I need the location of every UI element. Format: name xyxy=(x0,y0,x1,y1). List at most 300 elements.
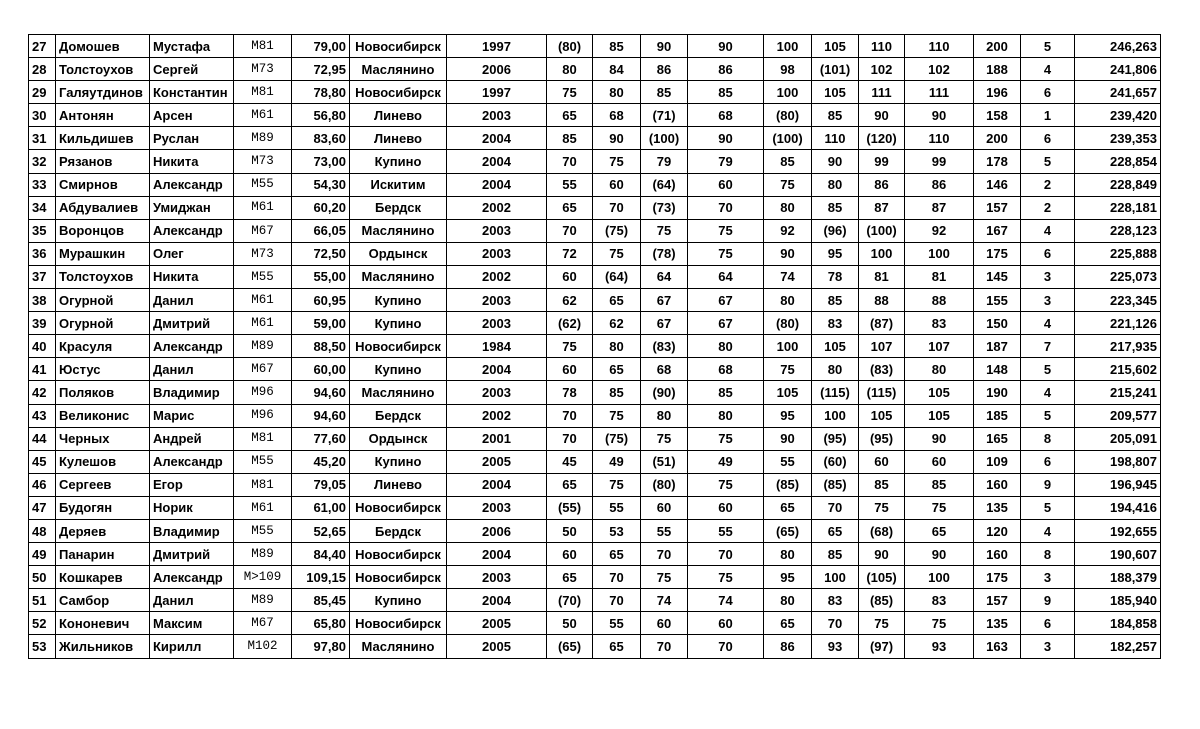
points-cell: 196,945 xyxy=(1075,473,1161,496)
clean-jerk-attempt-3-cell: 100 xyxy=(859,242,905,265)
birth-year-cell: 2003 xyxy=(447,312,547,335)
total-cell: 148 xyxy=(974,358,1021,381)
place-cell: 35 xyxy=(29,219,56,242)
birth-year-cell: 2003 xyxy=(447,289,547,312)
weight-category-cell: М73 xyxy=(234,150,292,173)
last-name-cell: Галяутдинов xyxy=(56,81,150,104)
snatch-best-cell: 60 xyxy=(688,612,764,635)
table-row xyxy=(29,589,1161,612)
clean-jerk-attempt-1-cell: 55 xyxy=(764,450,812,473)
snatch-attempt-3-cell: 74 xyxy=(641,589,688,612)
table-row xyxy=(29,450,1161,473)
birth-year-cell: 2004 xyxy=(447,127,547,150)
clean-jerk-best-cell: 100 xyxy=(905,242,974,265)
clean-jerk-attempt-1-cell: 105 xyxy=(764,381,812,404)
category-place-cell: 4 xyxy=(1021,58,1075,81)
clean-jerk-attempt-2-cell: 80 xyxy=(812,173,859,196)
clean-jerk-attempt-3-cell: 60 xyxy=(859,450,905,473)
place-cell: 38 xyxy=(29,289,56,312)
table-row xyxy=(29,519,1161,542)
snatch-best-cell: 60 xyxy=(688,496,764,519)
body-weight-cell: 60,95 xyxy=(292,289,350,312)
body-weight-cell: 83,60 xyxy=(292,127,350,150)
birth-year-cell: 2002 xyxy=(447,404,547,427)
snatch-best-cell: 67 xyxy=(688,289,764,312)
last-name-cell: Юстус xyxy=(56,358,150,381)
clean-jerk-attempt-1-cell: 85 xyxy=(764,150,812,173)
last-name-cell: Толстоухов xyxy=(56,58,150,81)
clean-jerk-attempt-3-cell: 105 xyxy=(859,404,905,427)
weight-category-cell: М73 xyxy=(234,58,292,81)
snatch-best-cell: 80 xyxy=(688,335,764,358)
weight-category-cell: М61 xyxy=(234,104,292,127)
place-cell: 27 xyxy=(29,35,56,58)
category-place-cell: 9 xyxy=(1021,589,1075,612)
snatch-attempt-2-cell: 65 xyxy=(593,289,641,312)
snatch-attempt-1-cell: 78 xyxy=(547,381,593,404)
body-weight-cell: 61,00 xyxy=(292,496,350,519)
place-cell: 31 xyxy=(29,127,56,150)
category-place-cell: 3 xyxy=(1021,289,1075,312)
city-cell: Новосибирск xyxy=(350,335,447,358)
first-name-cell: Олег xyxy=(150,242,234,265)
points-cell: 221,126 xyxy=(1075,312,1161,335)
clean-jerk-best-cell: 90 xyxy=(905,543,974,566)
snatch-attempt-1-cell: 55 xyxy=(547,173,593,196)
city-cell: Ордынск xyxy=(350,427,447,450)
total-cell: 178 xyxy=(974,150,1021,173)
clean-jerk-attempt-2-cell: 105 xyxy=(812,35,859,58)
body-weight-cell: 78,80 xyxy=(292,81,350,104)
snatch-attempt-1-cell: 65 xyxy=(547,104,593,127)
total-cell: 190 xyxy=(974,381,1021,404)
points-cell: 239,353 xyxy=(1075,127,1161,150)
snatch-attempt-1-cell: 70 xyxy=(547,404,593,427)
points-cell: 215,241 xyxy=(1075,381,1161,404)
total-cell: 145 xyxy=(974,265,1021,288)
place-cell: 32 xyxy=(29,150,56,173)
table-row xyxy=(29,635,1161,658)
total-cell: 175 xyxy=(974,242,1021,265)
total-cell: 160 xyxy=(974,543,1021,566)
city-cell: Купино xyxy=(350,312,447,335)
points-cell: 225,888 xyxy=(1075,242,1161,265)
clean-jerk-attempt-3-cell: (115) xyxy=(859,381,905,404)
first-name-cell: Норик xyxy=(150,496,234,519)
category-place-cell: 5 xyxy=(1021,358,1075,381)
birth-year-cell: 2006 xyxy=(447,58,547,81)
snatch-attempt-2-cell: 53 xyxy=(593,519,641,542)
snatch-attempt-2-cell: 68 xyxy=(593,104,641,127)
clean-jerk-attempt-1-cell: 80 xyxy=(764,196,812,219)
birth-year-cell: 2004 xyxy=(447,473,547,496)
clean-jerk-attempt-3-cell: (83) xyxy=(859,358,905,381)
first-name-cell: Владимир xyxy=(150,381,234,404)
category-place-cell: 8 xyxy=(1021,543,1075,566)
total-cell: 187 xyxy=(974,335,1021,358)
snatch-attempt-3-cell: 67 xyxy=(641,289,688,312)
points-cell: 228,849 xyxy=(1075,173,1161,196)
points-cell: 209,577 xyxy=(1075,404,1161,427)
snatch-attempt-2-cell: 70 xyxy=(593,566,641,589)
body-weight-cell: 79,00 xyxy=(292,35,350,58)
snatch-attempt-2-cell: 90 xyxy=(593,127,641,150)
weight-category-cell: М89 xyxy=(234,127,292,150)
clean-jerk-attempt-3-cell: 86 xyxy=(859,173,905,196)
place-cell: 33 xyxy=(29,173,56,196)
clean-jerk-best-cell: 80 xyxy=(905,358,974,381)
snatch-attempt-2-cell: 49 xyxy=(593,450,641,473)
body-weight-cell: 109,15 xyxy=(292,566,350,589)
points-cell: 198,807 xyxy=(1075,450,1161,473)
snatch-best-cell: 68 xyxy=(688,358,764,381)
results-table-body xyxy=(29,35,1161,659)
city-cell: Линево xyxy=(350,104,447,127)
clean-jerk-best-cell: 83 xyxy=(905,589,974,612)
clean-jerk-attempt-2-cell: 95 xyxy=(812,242,859,265)
snatch-attempt-1-cell: 60 xyxy=(547,358,593,381)
last-name-cell: Антонян xyxy=(56,104,150,127)
clean-jerk-attempt-3-cell: 75 xyxy=(859,496,905,519)
city-cell: Новосибирск xyxy=(350,612,447,635)
clean-jerk-attempt-3-cell: 90 xyxy=(859,104,905,127)
weight-category-cell: М>109 xyxy=(234,566,292,589)
clean-jerk-best-cell: 60 xyxy=(905,450,974,473)
total-cell: 175 xyxy=(974,566,1021,589)
city-cell: Маслянино xyxy=(350,381,447,404)
points-cell: 246,263 xyxy=(1075,35,1161,58)
clean-jerk-attempt-2-cell: 90 xyxy=(812,150,859,173)
points-cell: 192,655 xyxy=(1075,519,1161,542)
snatch-attempt-1-cell: 75 xyxy=(547,81,593,104)
body-weight-cell: 56,80 xyxy=(292,104,350,127)
clean-jerk-attempt-1-cell: (100) xyxy=(764,127,812,150)
table-row xyxy=(29,150,1161,173)
clean-jerk-best-cell: 110 xyxy=(905,127,974,150)
first-name-cell: Данил xyxy=(150,589,234,612)
body-weight-cell: 59,00 xyxy=(292,312,350,335)
points-cell: 182,257 xyxy=(1075,635,1161,658)
clean-jerk-attempt-1-cell: 65 xyxy=(764,612,812,635)
snatch-best-cell: 90 xyxy=(688,127,764,150)
category-place-cell: 6 xyxy=(1021,612,1075,635)
clean-jerk-attempt-2-cell: 105 xyxy=(812,81,859,104)
body-weight-cell: 77,60 xyxy=(292,427,350,450)
category-place-cell: 7 xyxy=(1021,335,1075,358)
category-place-cell: 4 xyxy=(1021,312,1075,335)
clean-jerk-attempt-2-cell: 85 xyxy=(812,104,859,127)
snatch-attempt-2-cell: 65 xyxy=(593,358,641,381)
table-row xyxy=(29,104,1161,127)
snatch-attempt-3-cell: (90) xyxy=(641,381,688,404)
snatch-attempt-3-cell: 67 xyxy=(641,312,688,335)
clean-jerk-best-cell: 75 xyxy=(905,496,974,519)
clean-jerk-best-cell: 92 xyxy=(905,219,974,242)
last-name-cell: Воронцов xyxy=(56,219,150,242)
city-cell: Купино xyxy=(350,150,447,173)
weight-category-cell: М81 xyxy=(234,81,292,104)
last-name-cell: Великонис xyxy=(56,404,150,427)
clean-jerk-attempt-1-cell: 100 xyxy=(764,81,812,104)
first-name-cell: Данил xyxy=(150,358,234,381)
clean-jerk-attempt-3-cell: 111 xyxy=(859,81,905,104)
first-name-cell: Максим xyxy=(150,612,234,635)
clean-jerk-attempt-3-cell: 87 xyxy=(859,196,905,219)
body-weight-cell: 65,80 xyxy=(292,612,350,635)
birth-year-cell: 2004 xyxy=(447,150,547,173)
city-cell: Бердск xyxy=(350,196,447,219)
table-row xyxy=(29,335,1161,358)
snatch-best-cell: 55 xyxy=(688,519,764,542)
total-cell: 160 xyxy=(974,473,1021,496)
clean-jerk-attempt-3-cell: (85) xyxy=(859,589,905,612)
last-name-cell: Кошкарев xyxy=(56,566,150,589)
clean-jerk-best-cell: 102 xyxy=(905,58,974,81)
first-name-cell: Андрей xyxy=(150,427,234,450)
birth-year-cell: 1997 xyxy=(447,35,547,58)
clean-jerk-attempt-2-cell: 83 xyxy=(812,312,859,335)
body-weight-cell: 72,50 xyxy=(292,242,350,265)
birth-year-cell: 2003 xyxy=(447,496,547,519)
body-weight-cell: 55,00 xyxy=(292,265,350,288)
snatch-best-cell: 70 xyxy=(688,543,764,566)
clean-jerk-attempt-3-cell: (68) xyxy=(859,519,905,542)
place-cell: 37 xyxy=(29,265,56,288)
snatch-attempt-1-cell: (80) xyxy=(547,35,593,58)
last-name-cell: Поляков xyxy=(56,381,150,404)
city-cell: Маслянино xyxy=(350,265,447,288)
snatch-best-cell: 75 xyxy=(688,473,764,496)
first-name-cell: Никита xyxy=(150,150,234,173)
snatch-attempt-2-cell: 75 xyxy=(593,404,641,427)
snatch-attempt-1-cell: 70 xyxy=(547,150,593,173)
clean-jerk-attempt-1-cell: (80) xyxy=(764,104,812,127)
clean-jerk-best-cell: 90 xyxy=(905,104,974,127)
category-place-cell: 5 xyxy=(1021,496,1075,519)
table-row xyxy=(29,58,1161,81)
points-cell: 228,854 xyxy=(1075,150,1161,173)
snatch-attempt-1-cell: 70 xyxy=(547,427,593,450)
snatch-best-cell: 60 xyxy=(688,173,764,196)
body-weight-cell: 72,95 xyxy=(292,58,350,81)
last-name-cell: Панарин xyxy=(56,543,150,566)
body-weight-cell: 88,50 xyxy=(292,335,350,358)
snatch-best-cell: 85 xyxy=(688,81,764,104)
snatch-best-cell: 75 xyxy=(688,427,764,450)
snatch-attempt-1-cell: 85 xyxy=(547,127,593,150)
body-weight-cell: 60,00 xyxy=(292,358,350,381)
body-weight-cell: 45,20 xyxy=(292,450,350,473)
place-cell: 28 xyxy=(29,58,56,81)
place-cell: 40 xyxy=(29,335,56,358)
snatch-attempt-1-cell: (55) xyxy=(547,496,593,519)
clean-jerk-best-cell: 85 xyxy=(905,473,974,496)
first-name-cell: Кирилл xyxy=(150,635,234,658)
category-place-cell: 4 xyxy=(1021,219,1075,242)
place-cell: 34 xyxy=(29,196,56,219)
table-row xyxy=(29,81,1161,104)
total-cell: 157 xyxy=(974,589,1021,612)
city-cell: Купино xyxy=(350,358,447,381)
first-name-cell: Сергей xyxy=(150,58,234,81)
place-cell: 39 xyxy=(29,312,56,335)
snatch-best-cell: 85 xyxy=(688,381,764,404)
snatch-attempt-1-cell: 45 xyxy=(547,450,593,473)
first-name-cell: Александр xyxy=(150,450,234,473)
clean-jerk-attempt-3-cell: (100) xyxy=(859,219,905,242)
category-place-cell: 3 xyxy=(1021,265,1075,288)
category-place-cell: 6 xyxy=(1021,81,1075,104)
city-cell: Маслянино xyxy=(350,635,447,658)
snatch-best-cell: 75 xyxy=(688,242,764,265)
clean-jerk-attempt-3-cell: (105) xyxy=(859,566,905,589)
snatch-attempt-3-cell: 90 xyxy=(641,35,688,58)
clean-jerk-attempt-2-cell: 110 xyxy=(812,127,859,150)
clean-jerk-attempt-3-cell: (97) xyxy=(859,635,905,658)
clean-jerk-attempt-1-cell: 98 xyxy=(764,58,812,81)
clean-jerk-best-cell: 90 xyxy=(905,427,974,450)
snatch-attempt-3-cell: (100) xyxy=(641,127,688,150)
snatch-attempt-1-cell: 65 xyxy=(547,196,593,219)
snatch-attempt-3-cell: (64) xyxy=(641,173,688,196)
weight-category-cell: М81 xyxy=(234,427,292,450)
category-place-cell: 6 xyxy=(1021,127,1075,150)
category-place-cell: 2 xyxy=(1021,196,1075,219)
weight-category-cell: М81 xyxy=(234,473,292,496)
clean-jerk-attempt-1-cell: (80) xyxy=(764,312,812,335)
table-row xyxy=(29,496,1161,519)
snatch-attempt-2-cell: 85 xyxy=(593,35,641,58)
birth-year-cell: 2005 xyxy=(447,450,547,473)
birth-year-cell: 1997 xyxy=(447,81,547,104)
points-cell: 241,657 xyxy=(1075,81,1161,104)
weight-category-cell: М89 xyxy=(234,543,292,566)
birth-year-cell: 1984 xyxy=(447,335,547,358)
city-cell: Линево xyxy=(350,127,447,150)
snatch-attempt-1-cell: 50 xyxy=(547,519,593,542)
snatch-attempt-2-cell: 75 xyxy=(593,242,641,265)
weight-category-cell: М61 xyxy=(234,196,292,219)
city-cell: Ордынск xyxy=(350,242,447,265)
clean-jerk-attempt-2-cell: (96) xyxy=(812,219,859,242)
snatch-attempt-3-cell: (80) xyxy=(641,473,688,496)
clean-jerk-attempt-2-cell: (85) xyxy=(812,473,859,496)
last-name-cell: Будогян xyxy=(56,496,150,519)
results-table xyxy=(28,34,1161,659)
last-name-cell: Красуля xyxy=(56,335,150,358)
place-cell: 53 xyxy=(29,635,56,658)
first-name-cell: Александр xyxy=(150,219,234,242)
birth-year-cell: 2004 xyxy=(447,173,547,196)
table-row xyxy=(29,358,1161,381)
city-cell: Новосибирск xyxy=(350,496,447,519)
snatch-best-cell: 68 xyxy=(688,104,764,127)
clean-jerk-attempt-1-cell: (65) xyxy=(764,519,812,542)
weight-category-cell: М102 xyxy=(234,635,292,658)
category-place-cell: 6 xyxy=(1021,450,1075,473)
first-name-cell: Марис xyxy=(150,404,234,427)
snatch-attempt-2-cell: 75 xyxy=(593,150,641,173)
clean-jerk-attempt-3-cell: (95) xyxy=(859,427,905,450)
table-row xyxy=(29,35,1161,58)
clean-jerk-attempt-3-cell: (87) xyxy=(859,312,905,335)
points-cell: 215,602 xyxy=(1075,358,1161,381)
place-cell: 42 xyxy=(29,381,56,404)
total-cell: 188 xyxy=(974,58,1021,81)
first-name-cell: Руслан xyxy=(150,127,234,150)
table-row xyxy=(29,427,1161,450)
snatch-best-cell: 67 xyxy=(688,312,764,335)
first-name-cell: Константин xyxy=(150,81,234,104)
snatch-attempt-1-cell: 70 xyxy=(547,219,593,242)
total-cell: 157 xyxy=(974,196,1021,219)
body-weight-cell: 60,20 xyxy=(292,196,350,219)
city-cell: Купино xyxy=(350,589,447,612)
clean-jerk-best-cell: 87 xyxy=(905,196,974,219)
birth-year-cell: 2003 xyxy=(447,104,547,127)
city-cell: Новосибирск xyxy=(350,566,447,589)
total-cell: 158 xyxy=(974,104,1021,127)
clean-jerk-attempt-1-cell: (85) xyxy=(764,473,812,496)
snatch-best-cell: 70 xyxy=(688,196,764,219)
clean-jerk-attempt-2-cell: 100 xyxy=(812,404,859,427)
weight-category-cell: М67 xyxy=(234,358,292,381)
clean-jerk-attempt-3-cell: 90 xyxy=(859,543,905,566)
weight-category-cell: М61 xyxy=(234,312,292,335)
category-place-cell: 8 xyxy=(1021,427,1075,450)
birth-year-cell: 2005 xyxy=(447,612,547,635)
snatch-best-cell: 49 xyxy=(688,450,764,473)
clean-jerk-attempt-3-cell: 102 xyxy=(859,58,905,81)
city-cell: Искитим xyxy=(350,173,447,196)
clean-jerk-attempt-2-cell: 85 xyxy=(812,289,859,312)
snatch-attempt-1-cell: 60 xyxy=(547,265,593,288)
snatch-attempt-1-cell: 50 xyxy=(547,612,593,635)
snatch-best-cell: 75 xyxy=(688,219,764,242)
snatch-attempt-3-cell: 85 xyxy=(641,81,688,104)
clean-jerk-best-cell: 81 xyxy=(905,265,974,288)
weight-category-cell: М96 xyxy=(234,381,292,404)
city-cell: Линево xyxy=(350,473,447,496)
weight-category-cell: М55 xyxy=(234,265,292,288)
place-cell: 45 xyxy=(29,450,56,473)
place-cell: 52 xyxy=(29,612,56,635)
clean-jerk-attempt-2-cell: 85 xyxy=(812,543,859,566)
total-cell: 120 xyxy=(974,519,1021,542)
place-cell: 43 xyxy=(29,404,56,427)
clean-jerk-best-cell: 65 xyxy=(905,519,974,542)
weight-category-cell: М73 xyxy=(234,242,292,265)
table-row xyxy=(29,219,1161,242)
clean-jerk-best-cell: 107 xyxy=(905,335,974,358)
snatch-best-cell: 74 xyxy=(688,589,764,612)
place-cell: 49 xyxy=(29,543,56,566)
snatch-attempt-3-cell: 60 xyxy=(641,496,688,519)
first-name-cell: Умиджан xyxy=(150,196,234,219)
total-cell: 196 xyxy=(974,81,1021,104)
points-cell: 228,181 xyxy=(1075,196,1161,219)
total-cell: 163 xyxy=(974,635,1021,658)
last-name-cell: Жильников xyxy=(56,635,150,658)
clean-jerk-attempt-2-cell: (95) xyxy=(812,427,859,450)
total-cell: 200 xyxy=(974,127,1021,150)
place-cell: 50 xyxy=(29,566,56,589)
total-cell: 165 xyxy=(974,427,1021,450)
total-cell: 150 xyxy=(974,312,1021,335)
table-row xyxy=(29,381,1161,404)
snatch-attempt-1-cell: 75 xyxy=(547,335,593,358)
category-place-cell: 3 xyxy=(1021,566,1075,589)
